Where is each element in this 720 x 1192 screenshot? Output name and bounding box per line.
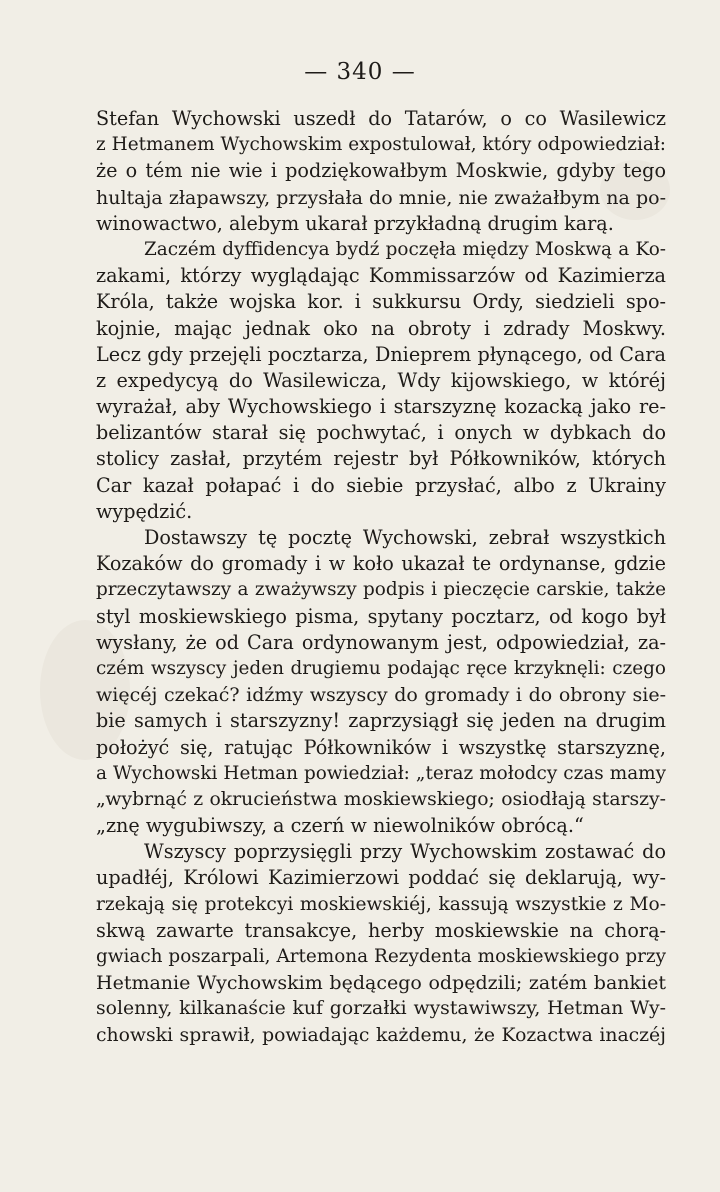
text-line: Lecz gdy przejęli pocztarza, Dnieprem płynącego, od Cara: [96, 342, 666, 366]
body-text: [96, 106, 666, 1049]
text-line: belizantów starał się pochwytać, i onych w dybkach do: [96, 421, 666, 445]
text-line: chowski sprawił, powiadając każdemu, że Kozactwa inaczéj: [96, 1024, 666, 1046]
text-line: z Hetmanem Wychowskim expostulował, który odpowiedział:: [96, 134, 666, 156]
text-line: czém wszyscy jeden drugiemu podając ręce krzyknęli: czego: [96, 657, 666, 679]
text-line: skwą zawarte transakcye, herby moskiewskie na chorą-: [96, 918, 666, 942]
text-line: Kozaków do gromady i w koło ukazał te ordynanse, gdzie: [96, 552, 666, 576]
text-line: „wybrnąć z okrucieństwa moskiewskiego; osiodłają starszy-: [96, 788, 666, 810]
text-line: solenny, kilkanaście kuf gorzałki wystawiwszy, Hetman Wy-: [96, 998, 666, 1020]
text-line: Dostawszy tę pocztę Wychowski, zebrał wszystkich: [144, 526, 666, 549]
text-line: Króla, także wojska kor. i sukkursu Ordy, siedzieli spo-: [96, 290, 666, 314]
text-line: winowactwo, alebym ukarał przykładną drugim karą.: [96, 211, 614, 235]
text-line: że o tém nie wie i podziękowałbym Moskwie, gdyby tego: [96, 159, 666, 183]
text-line: więcéj czekać? idźmy wszyscy do gromady i do obrony sie-: [96, 684, 666, 707]
text-line: kojnie, mając jednak oko na obroty i zdrady Moskwy.: [96, 316, 666, 340]
text-line: upadłéj, Królowi Kazimierzowi poddać się deklarują, wy-: [96, 866, 666, 890]
text-line: wysłany, że od Cara ordynowanym jest, odpowiedział, za-: [96, 630, 666, 654]
text-line: zakami, którzy wyglądając Kommissarzów od Kazimierza: [96, 264, 666, 288]
text-line: bie samych i starszyzny! zaprzysiągł się jeden na drugim: [96, 709, 666, 733]
text-line: Hetmanie Wychowskim będącego odpędzili; zatém bankiet: [96, 972, 666, 995]
text-line: z expedycyą do Wasilewicza, Wdy kijowskiego, w któréj: [96, 368, 666, 392]
text-line: wyrażał, aby Wychowskiego i starszyznę kozacką jako re-: [96, 395, 666, 419]
text-line: „znę wygubiwszy, a czerń w niewolników obrócą.“: [96, 814, 584, 838]
text-line: hultaja złapawszy, przysłała do mnie, nie zważałbym na po-: [96, 186, 666, 209]
text-line: przeczytawszy a zważywszy podpis i pieczęcie carskie, także: [96, 579, 666, 601]
text-line: Wszyscy poprzysięgli przy Wychowskim zostawać do: [144, 840, 666, 864]
text-line: Car kazał połapać i do siebie przysłać, albo z Ukrainy: [96, 473, 666, 497]
text-line: Stefan Wychowski uszedł do Tatarów, o co Wasilewicz: [96, 107, 666, 130]
text-line: stolicy zasłał, przytém rejestr był Półkowników, których: [96, 447, 666, 471]
page-number: — 340 —: [304, 59, 416, 85]
text-line: a Wychowski Hetman powiedział: „teraz mołodcy czas mamy: [96, 762, 666, 784]
text-line: wypędzić.: [96, 499, 193, 523]
text-line: położyć się, ratując Półkowników i wszystkę starszyznę,: [96, 735, 666, 759]
text-line: gwiach poszarpali, Artemona Rezydenta moskiewskiego przy: [96, 946, 666, 967]
text-line: rzekają się protekcyi moskiewskiéj, kassują wszystkie z Mo-: [96, 893, 666, 915]
text-line: styl moskiewskiego pisma, spytany pocztarz, od kogo był: [96, 604, 666, 628]
text-line: Zaczém dyffidencya bydź poczęła między Moskwą a Ko-: [144, 238, 666, 260]
